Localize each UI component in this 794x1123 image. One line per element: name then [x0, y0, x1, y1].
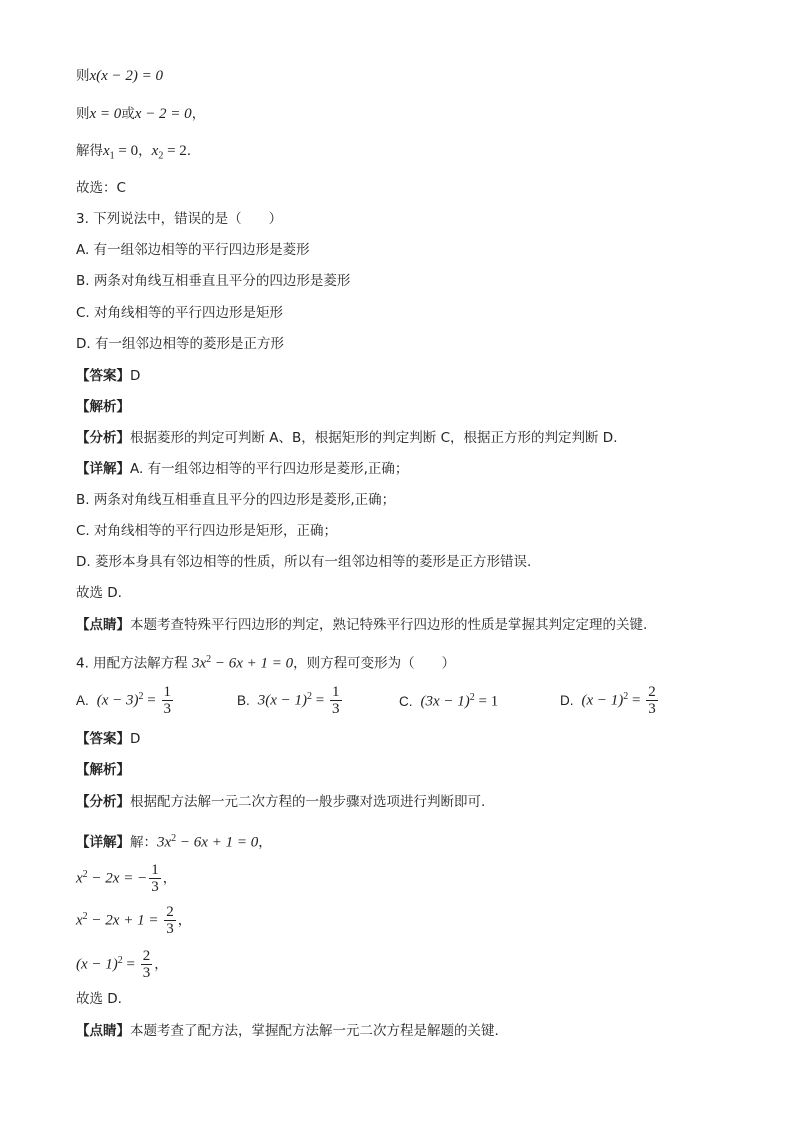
fraction-denominator: 3 [163, 701, 172, 717]
title-text: 4. 用配方法解方程 [76, 655, 188, 672]
question-4-jiexi [76, 760, 130, 780]
fraction [164, 904, 176, 937]
question-3-fenxi [76, 428, 617, 448]
answer-tag: 【答案】 [76, 731, 130, 747]
fraction-numerator: 1 [151, 862, 159, 878]
xiangjie-tag: 【详解】 [76, 461, 130, 477]
fraction [141, 948, 153, 981]
math-eq: = [143, 692, 160, 709]
text-or: 或 [121, 106, 135, 122]
answer-value: D [130, 368, 141, 384]
question-3-detail-d: D. 菱形本身具有邻边相等的性质，所以有一组邻边相等的菱形是正方形错误. [76, 554, 532, 570]
question-4-option-c [399, 692, 498, 711]
dianjing-tag: 【点睛】 [76, 1023, 130, 1039]
math-sup: 2 [623, 691, 629, 702]
question-4-title [76, 650, 455, 674]
option-label: D. [560, 692, 574, 708]
fraction-numerator: 1 [163, 684, 172, 700]
xiangjie-text: A. 有一组邻边相等的平行四边形是菱形,正确； [130, 461, 409, 477]
question-4-option-d [560, 684, 660, 717]
question-4-step-2 [76, 900, 191, 938]
fraction [149, 862, 161, 895]
question-3-choice: 故选 D. [76, 585, 122, 601]
dianjing-tag: 【点睛】 [76, 617, 130, 633]
math-term: (x − 3) [96, 692, 139, 709]
math-subscript: 1 [109, 150, 115, 162]
math-term: − 2x + 1 = [87, 912, 163, 929]
math-sup: 2 [206, 654, 212, 665]
fraction [162, 684, 174, 717]
math-sup: 2 [469, 692, 475, 703]
question-4-option-a [76, 684, 175, 717]
question-4-choice: 故选 D. [76, 991, 122, 1007]
punctuation: ， [258, 834, 272, 851]
option-label: C. [399, 693, 413, 709]
jiexi-tag: 【解析】 [76, 762, 130, 778]
question-4-xiangjie [76, 829, 272, 853]
math-term: − 6x + 1 = 0 [176, 834, 259, 851]
math-eq: = 1 [474, 693, 499, 710]
question-4-step-1 [76, 858, 176, 896]
question-3-detail-b: B. 两条对角线互相垂直且平分的四边形是菱形,正确； [76, 492, 396, 508]
math-term: x [76, 912, 83, 929]
math-eq: = [122, 956, 139, 973]
solution-line-2 [76, 104, 205, 124]
fraction-denominator: 3 [142, 965, 151, 981]
question-4-fenxi [76, 792, 485, 812]
math-eq: = [628, 692, 645, 709]
math-sup: 2 [171, 833, 177, 844]
solution-line-3 [76, 141, 191, 167]
math-sup: 2 [117, 955, 123, 966]
punctuation: ， [191, 106, 206, 122]
question-3-option-b: B. 两条对角线互相垂直且平分的四边形是菱形 [76, 273, 351, 289]
math-term: 3x [191, 655, 207, 672]
math-term: (x − 1) [581, 692, 624, 709]
title-text: ，则方程可变形为（ ） [293, 655, 456, 672]
fraction [330, 684, 342, 717]
fenxi-tag: 【分析】 [76, 794, 130, 810]
math-value: = 0 [114, 143, 139, 159]
fenxi-text: 根据配方法解一元二次方程的一般步骤对选项进行判断即可. [130, 794, 486, 810]
dianjing-text: 本题考查特殊平行四边形的判定，熟记特殊平行四边形的性质是掌握其判定定理的关键. [130, 617, 648, 633]
question-3-jiexi [76, 397, 130, 417]
math-eq: = [312, 692, 329, 709]
fraction-denominator: 3 [332, 701, 340, 717]
math-term: − 6x + 1 = 0 [211, 655, 294, 672]
option-label: B. [237, 692, 250, 708]
fraction-denominator: 3 [648, 701, 656, 717]
punctuation: ， [162, 870, 177, 887]
math-term: 3(x − 1) [257, 692, 308, 709]
math-subscript: 2 [158, 150, 164, 162]
answer-value: D [130, 731, 141, 747]
math-sup: 2 [82, 869, 88, 880]
math-sup: 2 [82, 911, 88, 922]
question-3-answer [76, 366, 140, 386]
question-3-option-a: A. 有一组邻边相等的平行四边形是菱形 [76, 242, 310, 258]
question-3-option-d: D. 有一组邻边相等的菱形是正方形 [76, 336, 284, 352]
question-4-dianjing [76, 1021, 499, 1041]
math-equation: x(x − 2) = 0 [89, 68, 164, 84]
math-term: (3x − 1) [420, 693, 470, 710]
math-var: x [103, 143, 110, 159]
question-3-title: 3. 下列说法中，错误的是（ ） [76, 211, 283, 227]
punctuation: ， [154, 956, 168, 973]
punctuation: . [186, 143, 192, 159]
fenxi-text: 根据菱形的判定可判断 A、B，根据矩形的判定判断 C，根据正方形的判定判断 D. [130, 430, 618, 446]
fraction-numerator: 2 [142, 948, 151, 964]
math-term: (x − 1) [76, 956, 118, 973]
fraction-denominator: 3 [166, 921, 174, 937]
math-sup: 2 [307, 691, 313, 702]
choice-line: 故选：C [76, 180, 126, 196]
math-value: = 2 [163, 143, 187, 159]
fraction-denominator: 3 [151, 879, 159, 895]
xiangjie-text: 解： [130, 834, 157, 851]
fraction-numerator: 2 [648, 684, 656, 700]
question-4-option-b [237, 684, 344, 717]
fraction-numerator: 2 [166, 904, 174, 920]
option-label: A. [76, 692, 89, 708]
fraction-numerator: 1 [332, 684, 340, 700]
text-prefix: 则 [76, 106, 90, 122]
solution-line-1 [76, 66, 163, 86]
math-term: 3x [157, 834, 172, 851]
question-3-detail-c: C. 对角线相等的平行四边形是矩形，正确； [76, 523, 338, 539]
xiangjie-tag: 【详解】 [76, 834, 130, 851]
math-equation: x − 2 = 0 [134, 106, 192, 122]
math-term: − 2x = − [87, 870, 148, 887]
dianjing-text: 本题考查了配方法，掌握配方法解一元二次方程是解题的关键. [130, 1023, 499, 1039]
question-4-answer [76, 729, 140, 749]
question-3-option-c: C. 对角线相等的平行四边形是矩形 [76, 305, 284, 321]
text-prefix: 则 [76, 68, 90, 84]
fenxi-tag: 【分析】 [76, 430, 130, 446]
punctuation: ， [177, 912, 192, 929]
question-3-dianjing [76, 615, 647, 635]
math-sup: 2 [138, 691, 144, 702]
math-equation: x = 0 [89, 106, 122, 122]
math-term: x [76, 870, 83, 887]
fraction [646, 684, 658, 717]
punctuation: ， [138, 143, 152, 159]
question-4-step-3 [76, 944, 168, 982]
jiexi-tag: 【解析】 [76, 399, 130, 415]
math-var: x [151, 143, 159, 159]
question-3-xiangjie [76, 459, 408, 479]
text-prefix: 解得 [76, 143, 103, 159]
answer-tag: 【答案】 [76, 368, 130, 384]
